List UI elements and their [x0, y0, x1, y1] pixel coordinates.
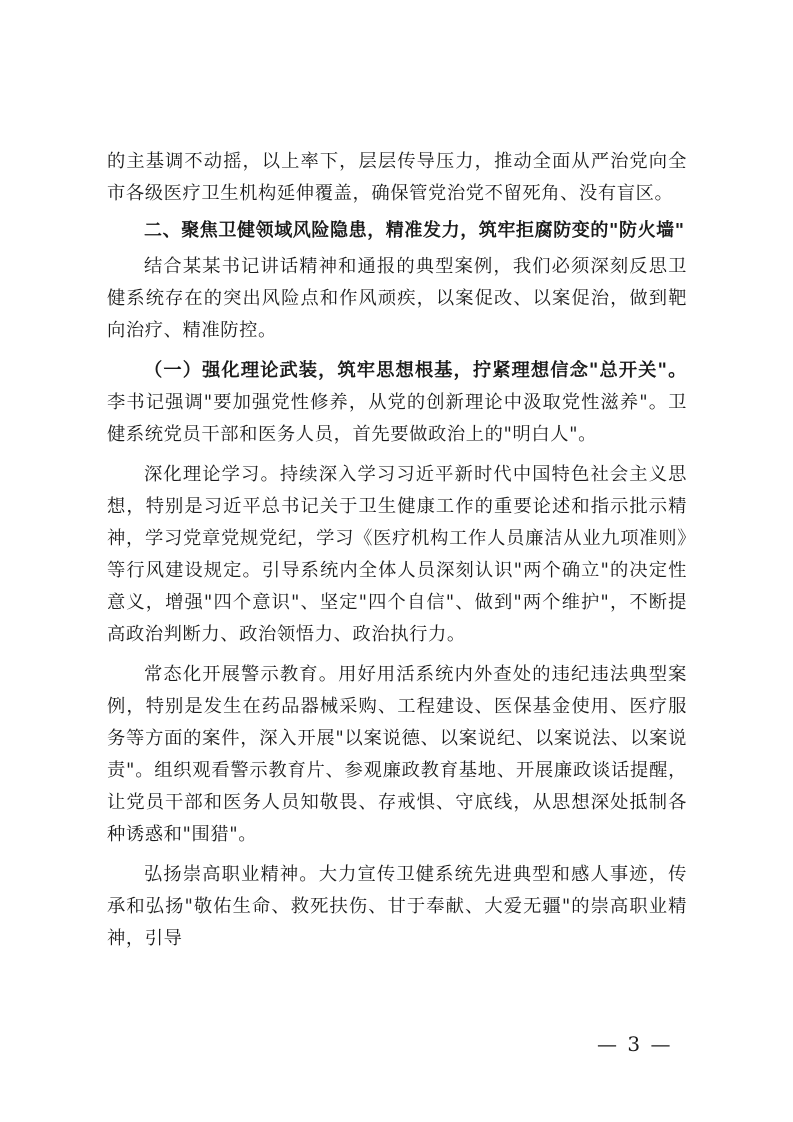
subsection-1-text: 李书记强调"要加强党性修养，从党的创新理论中汲取党性滋养"。卫健系统党员干部和医务人员，首先要做政治上的"明白人"。: [107, 392, 687, 445]
paragraph-professional-spirit: 弘扬崇高职业精神。大力宣传卫健系统先进典型和感人事迹，传承和弘扬"敬佑生命、救死扶伤、甘于奉献、大爱无疆"的崇高职业精神，引导: [107, 864, 687, 949]
section-heading-2: 二、聚焦卫健领域风险隐患，精准发力，筑牢拒腐防变的"防火墙": [144, 220, 685, 241]
paragraph-continued: 的主基调不动摇，以上率下，层层传导压力，推动全面从严治党向全市各级医疗卫生机构延伸覆盖，确保管党治党不留死角、没有盲区。: [107, 151, 687, 204]
paragraph-theory-study: 深化理论学习。持续深入学习习近平新时代中国特色社会主义思想，特别是习近平总书记关于卫生健康工作的重要论述和指示批示精神，学习党章党规党纪，学习《医疗机构工作人员廉洁从业九项准则》等行风建设规定。引导系统内全体人员深刻认识"两个确立"的决定性意义，增强"四个意识"、坚定"四个自信"、做到"两个维护"，不断提高政治判断力、政治领悟力、政治执行力。: [107, 464, 687, 645]
subsection-1-title: （一）强化理论武装，筑牢思想根基，拧紧理想信念"总开关"。: [144, 360, 687, 381]
paragraph-intro: 结合某某书记讲话精神和通报的典型案例，我们必须深刻反思卫健系统存在的突出风险点和作风顽疾，以案促改、以案促治，做到靶向治疗、精准防控。: [107, 256, 687, 341]
subsection-1: [107, 355, 687, 451]
page-number: — 3 —: [597, 1032, 673, 1056]
document-body: [107, 146, 687, 955]
paragraph-warning-education: 常态化开展警示教育。用好用活系统内外查处的违纪违法典型案例，特别是发生在药品器械采购、工程建设、医保基金使用、医疗服务等方面的案件，深入开展"以案说德、以案说纪、以案说法、以案说责"。组织观看警示教育片、参观廉政教育基地、开展廉政谈话提醒，让党员干部和医务人员知敬畏、存戒惧、守底线，从思想深处抵制各种诱惑和"围猎"。: [107, 664, 687, 845]
